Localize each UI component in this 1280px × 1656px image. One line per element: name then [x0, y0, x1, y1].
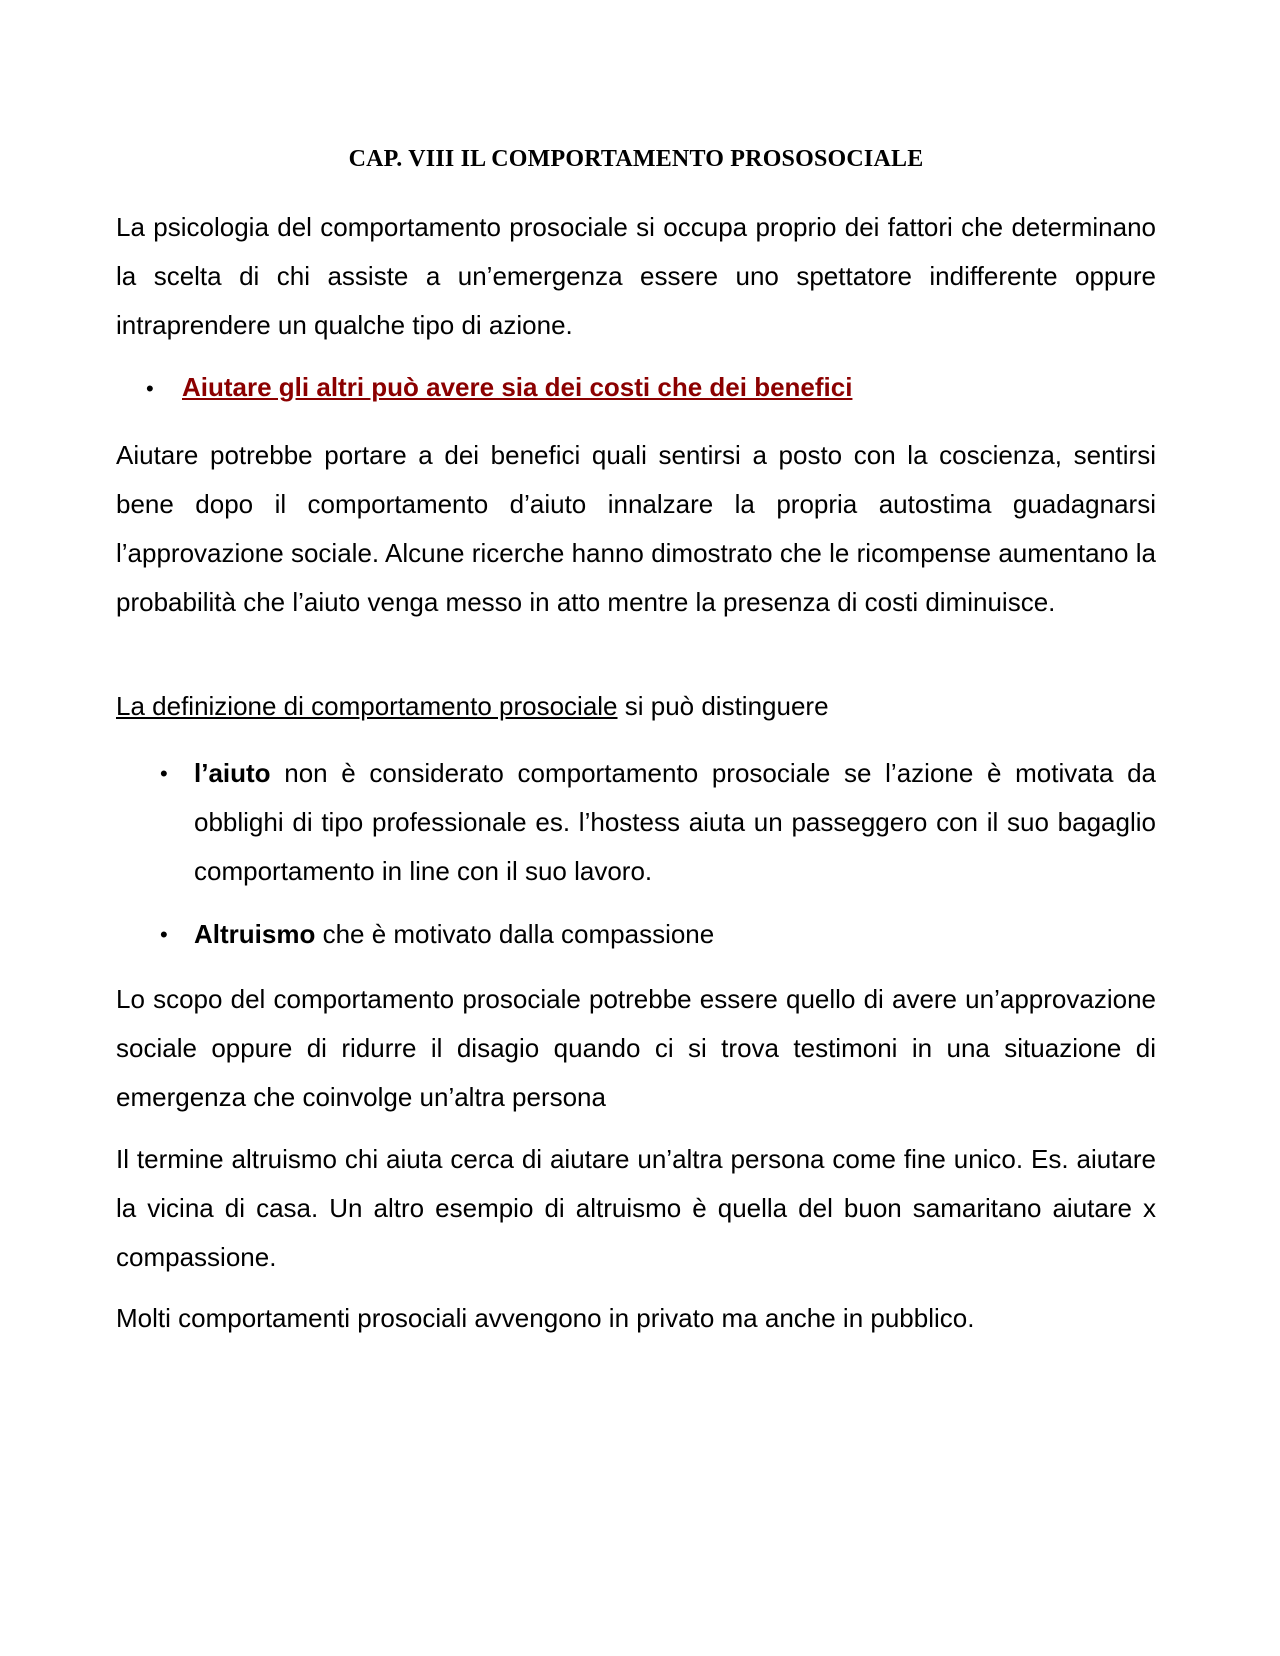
bullet-marker: • [146, 376, 154, 401]
definition-line [116, 682, 1156, 731]
list-item-text: non è considerato comportamento prosociale se l’azione è motivata da obblighi di tipo professionale es. l’hostess aiuta un passeggero con il suo bagaglio comportamento in line con il suo lavoro. [194, 758, 1156, 886]
definition-underlined: La definizione di comportamento prosociale [116, 691, 618, 721]
bullet-marker: • [160, 922, 168, 947]
list-item-bold: Altruismo [194, 919, 316, 949]
closing-paragraph: Molti comportamenti prosociali avvengono in privato ma anche in pubblico. [116, 1303, 975, 1333]
altruism-paragraph: Il termine altruismo chi aiuta cerca di aiutare un’altra persona come fine unico. Es. aiutare la vicina di casa. Un altro esempio di altruismo è quella del buon samaritano aiutare x compassione. [116, 1144, 1156, 1272]
list-item [194, 749, 1156, 896]
intro-paragraph: La psicologia del comportamento prosociale si occupa proprio dei fattori che determinano la scelta di chi assiste a un’emergenza essere uno spettatore indifferente oppure intraprendere un qualche tipo di azione. [116, 212, 1156, 340]
definition-rest: si può distinguere [617, 691, 829, 721]
list-item-text: che è motivato dalla compassione [315, 919, 715, 949]
bullet-heading [182, 363, 852, 412]
list-item [194, 910, 1156, 959]
list-item-bold: l’aiuto [194, 758, 271, 788]
benefits-paragraph: Aiutare potrebbe portare a dei benefici quali sentirsi a posto con la coscienza, sentirsi bene dopo il comportamento d’aiuto innalzare la propria autostima guadagnarsi l’approvazione sociale. Alcune ricerche hanno dimostrato che le ricompense aumentano la probabilità che l’aiuto venga messo in atto mentre la presenza di costi diminuisce. [116, 440, 1156, 617]
page-title: CAP. VIII IL COMPORTAMENTO PROSOSOCIALE [348, 146, 924, 172]
scope-paragraph: Lo scopo del comportamento prosociale potrebbe essere quello di avere un’approvazione sociale oppure di ridurre il disagio quando ci si trova testimoni in una situazione di emergenza che coinvolge un’altra persona [116, 984, 1156, 1112]
bullet-marker: • [160, 761, 168, 786]
costs-benefits-heading: Aiutare gli altri può avere sia dei costi che dei benefici [182, 372, 853, 402]
